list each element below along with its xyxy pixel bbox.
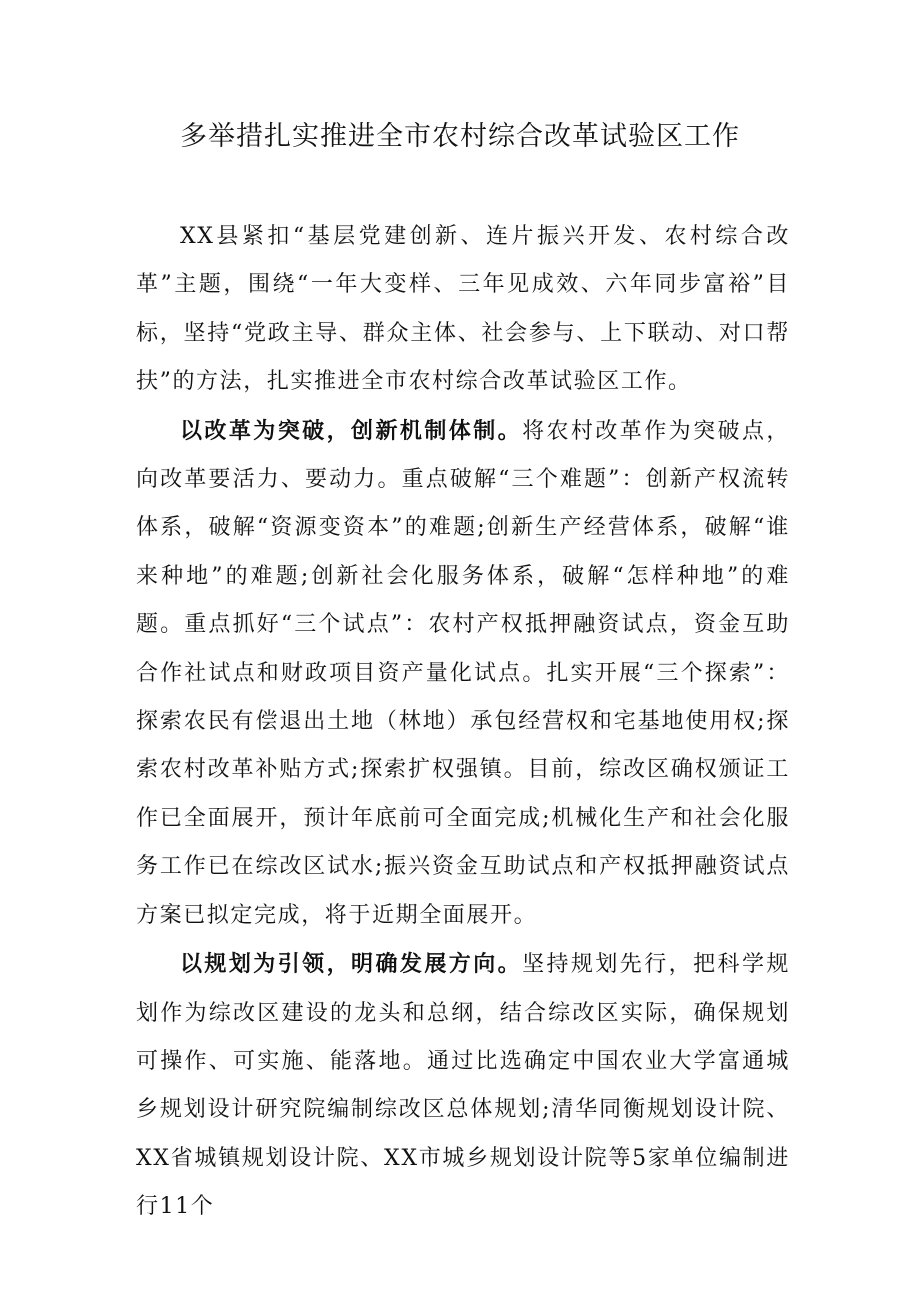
paragraph-text: 将农村改革作为突破点，向改革要活力、要动力。重点破解“三个难题”：创新产权流转体系，破解“资源变资本”的难题;创新生产经营体系，破解“谁来种地”的难题;创新社会化服务体系，破解“怎样种地”的难题。重点抓好“三个试点”：农村产权抵押融资试点，资金互助合作社试点和财政项目资产量化试点。扎实开展“三个探索”：探索农民有偿退出土地（林地）承包经营权和宅基地使用权;探索农村改革补贴方式;探索扩权强镇。目前，综改区确权颁证工作已全面展开，预计年底前可全面完成;机械化生产和社会化服务工作已在综改区试水;振兴资金互助试点和产权抵押融资试点方案已拟定完成，将于近期全面展开。 — [136, 418, 790, 928]
paragraph-text: 坚持规划先行，把科学规划作为综改区建设的龙头和总纲，结合综改区实际，确保规划可操作、可实施、能落地。通过比选确定中国农业大学富通城乡规划设计研究院编制综改区总体规划;清华同衡规划设计院、XX省城镇规划设计院、XX市城乡规划设计院等5家单位编制进行11个 — [136, 952, 790, 1220]
paragraph-lead: 以规划为引领，明确发展方向。 — [180, 951, 523, 978]
document-body — [136, 212, 790, 1232]
paragraph-intro — [136, 212, 790, 407]
paragraph-planning — [136, 940, 790, 1231]
paragraph-lead: 以改革为突破，创新机制体制。 — [180, 417, 523, 444]
paragraph-reform — [136, 407, 790, 940]
document-title: 多举措扎实推进全市农村综合改革试验区工作 — [180, 121, 740, 152]
paragraph-text: XX县紧扣“基层党建创新、连片振兴开发、农村综合改革”主题，围绕“一年大变样、三年见成效、六年同步富裕”目标，坚持“党政主导、群众主体、社会参与、上下联动、对口帮扶”的方法，扎实推进全市农村综合改革试验区工作。 — [136, 224, 790, 395]
